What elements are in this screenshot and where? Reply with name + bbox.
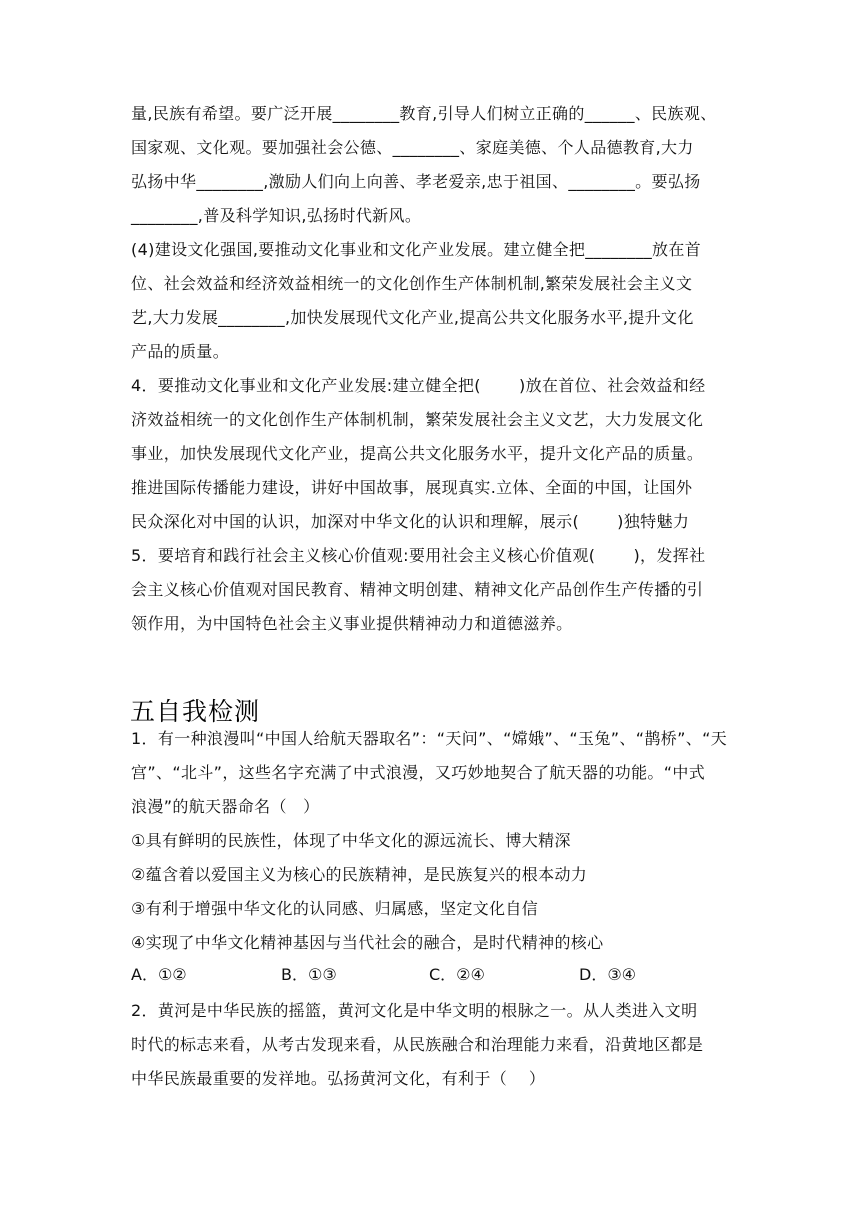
question-1: 1．有一种浪漫叫“中国人给航天器取名”：“天问”、“嫦娥”、“玉兔”、“鹊桥”、“天 [131,729,728,748]
text-line: ________,普及科学知识,弘扬时代新风。 [131,206,422,225]
text-line: 领作用，为中国特色社会主义事业提供精神动力和道德滋养。 [131,614,573,633]
statement-1: ①具有鲜明的民族性，体现了中华文化的源远流长、博大精深 [131,831,571,850]
statement-4: ④实现了中华文化精神基因与当代社会的融合，是时代精神的核心 [131,933,604,952]
text-line: 艺,大力发展________,加快发展现代文化产业,提高公共文化服务水平,提升文化 [131,308,694,327]
text-line: 国家观、文化观。要加强社会公德、________、家庭美德、个人品德教育,大力 [131,138,694,157]
text-line: 会主义核心价值观对国民教育、精神文明创建、精神文化产品创作生产传播的引 [131,580,704,599]
section-heading: 五自我检测 [130,697,261,726]
option-c: C．②④ [429,965,485,984]
text-line: 量,民族有希望。要广泛开展________教育,引导人们树立正确的______、民族观、 [131,104,717,123]
text-line: 民众深化对中国的认识，加深对中华文化的认识和理解，展示( )独特魅力 [131,512,690,531]
text-line: 位、社会效益和经济效益相统一的文化创作生产体制机制,繁荣发展社会主义文 [131,274,693,293]
option-d: D．③④ [579,965,637,984]
option-b: B．①③ [281,965,337,984]
question-2: 2．黄河是中华民族的摇篮，黄河文化是中华文明的根脉之一。从人类进入文明 [131,1001,698,1020]
text-line: 浪漫”的航天器命名（ ） [131,797,320,816]
statement-3: ③有利于增强中华文化的认同感、归属感，坚定文化自信 [131,899,539,918]
text-line: 产品的质量。 [131,342,230,361]
question-5: 5．要培育和践行社会主义核心价值观:要用社会主义核心价值观( )，发挥社 [131,546,706,565]
text-line: (4)建设文化强国,要推动文化事业和文化产业发展。建立健全把________放在首 [131,240,702,259]
text-line: 推进国际传播能力建设，讲好中国故事，展现真实.立体、全面的中国，让国外 [131,478,693,497]
text-line: 中华民族最重要的发祥地。弘扬黄河文化，有利于（ ） [131,1069,546,1088]
option-a: A．①② [131,965,187,984]
text-line: 济效益相统一的文化创作生产体制机制，繁荣发展社会主义文艺，大力发展文化 [131,410,704,429]
question-4: 4．要推动文化事业和文化产业发展:建立健全把( )放在首位、社会效益和经 [131,376,706,395]
text-line: 弘扬中华________,激励人们向上向善、孝老爱亲,忠于祖国、________。要弘扬 [131,172,701,191]
text-line: 时代的标志来看，从考古发现来看，从民族融合和治理能力来看，沿黄地区都是 [131,1035,704,1054]
text-line: 宫”、“北斗”，这些名字充满了中式浪漫，又巧妙地契合了航天器的功能。“中式 [131,763,706,782]
text-line: 事业，加快发展现代文化产业，提高公共文化服务水平，提升文化产品的质量。 [131,444,704,463]
statement-2: ②蕴含着以爱国主义为核心的民族精神，是民族复兴的根本动力 [131,865,588,884]
answer-options [131,965,731,987]
